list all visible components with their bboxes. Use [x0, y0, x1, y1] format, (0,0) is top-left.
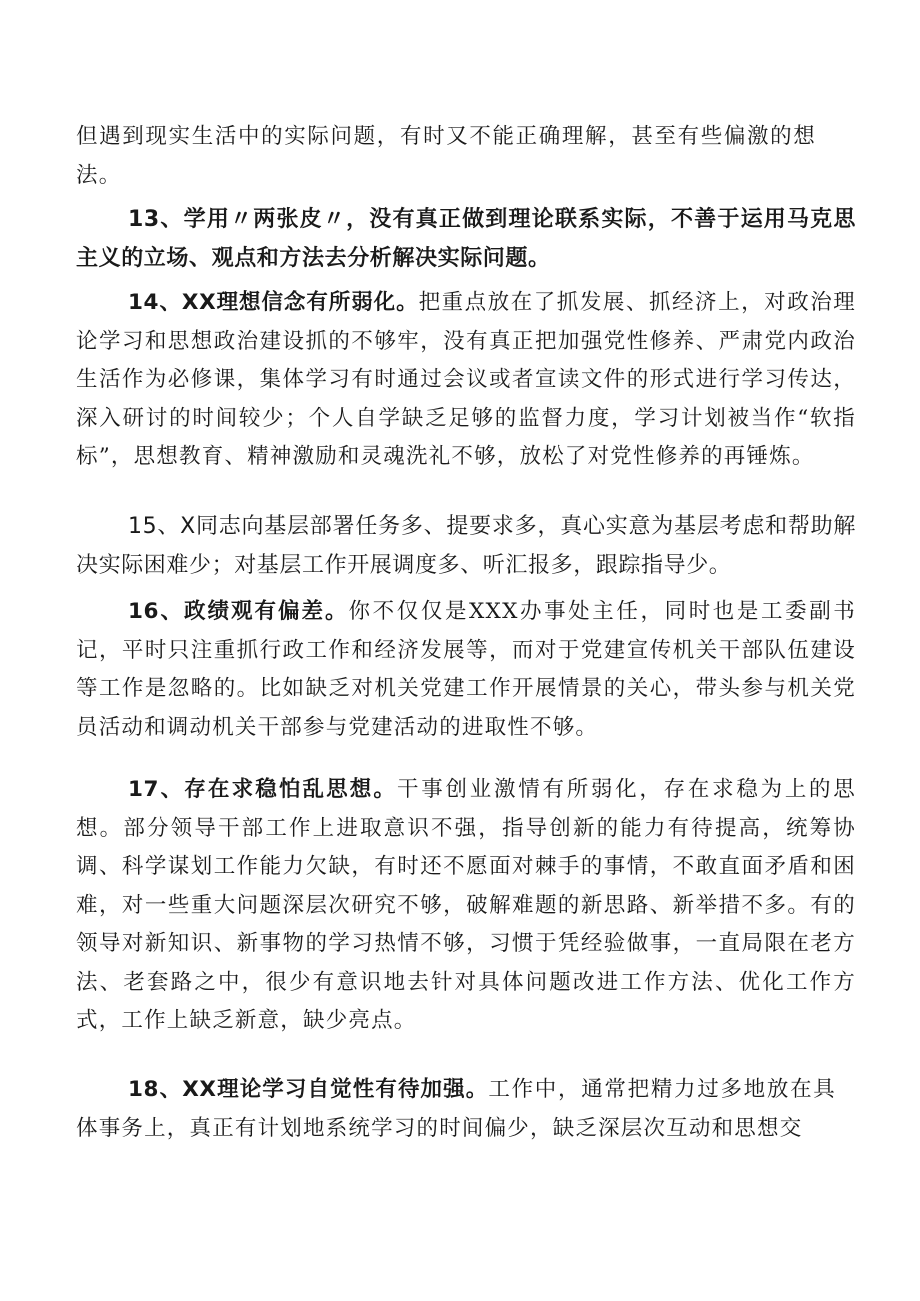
- paragraph-18: [76, 1071, 836, 1148]
- paragraph-13: [76, 201, 856, 278]
- paragraph-heading: 18、XX理论学习自觉性有待加强。: [128, 1077, 489, 1102]
- paragraph-14: [76, 284, 856, 477]
- paragraph-17: [76, 771, 856, 1041]
- paragraph-16: [76, 593, 856, 747]
- paragraph-body: 你不仅仅是XXX办事处主任，同时也是工委副书记，平时只注重抓行政工作和经济发展等，而对于党建宣传机关干部队伍建设等工作是忽略的。比如缺乏对机关党建工作开展情景的关心，带头参与机关党员活动和调动机关干部参与党建活动的进取性不够。: [76, 599, 857, 740]
- paragraph-heading: 14、XX理想信念有所弱化。: [128, 290, 419, 315]
- paragraph-text: 15、X同志向基层部署任务多、提要求多，真心实意为基层考虑和帮助解决实际困难少；对基层工作开展调度多、听汇报多，跟踪指导少。: [76, 514, 856, 578]
- paragraph-text: 但遇到现实生活中的实际问题，有时又不能正确理解，甚至有些偏激的想法。: [76, 124, 816, 188]
- paragraph-body: 工作中，通常把精力过多地放在具体事务上，真正有计划地系统学习的时间偏少，缺乏深层次互动和思想交: [76, 1077, 836, 1141]
- paragraph-15: [76, 508, 856, 585]
- paragraph-continuation: [76, 118, 816, 195]
- paragraph-body: 把重点放在了抓发展、抓经济上，对政治理论学习和思想政治建设抓的不够牢，没有真正把加强党性修养、严肃党内政治生活作为必修课，集体学习有时通过会议或者宣读文件的形式进行学习传达，深入研讨的时间较少；个人自学缺乏足够的监督力度，学习计划被当作“软指标”，思想教育、精神激励和灵魂洗礼不够，放松了对党性修养的再锤炼。: [76, 290, 856, 469]
- paragraph-text: 13、学用〃两张皮〃，没有真正做到理论联系实际，不善于运用马克思主义的立场、观点和方法去分析解决实际问题。: [76, 207, 856, 271]
- paragraph-heading: 17、存在求稳怕乱思想。: [128, 777, 398, 802]
- paragraph-heading: 16、政绩观有偏差。: [128, 599, 349, 624]
- paragraph-body: 干事创业激情有所弱化，存在求稳为上的思想。部分领导干部工作上进取意识不强，指导创新的能力有待提高，统筹协调、科学谋划工作能力欠缺，有时还不愿面对棘手的事情，不敢直面矛盾和困难，对一些重大问题深层次研究不够，破解难题的新思路、新举措不多。有的领导对新知识、新事物的学习热情不够，习惯于凭经验做事，一直局限在老方法、老套路之中，很少有意识地去针对具体问题改进工作方法、优化工作方式，工作上缺乏新意，缺少亮点。: [76, 777, 856, 1033]
